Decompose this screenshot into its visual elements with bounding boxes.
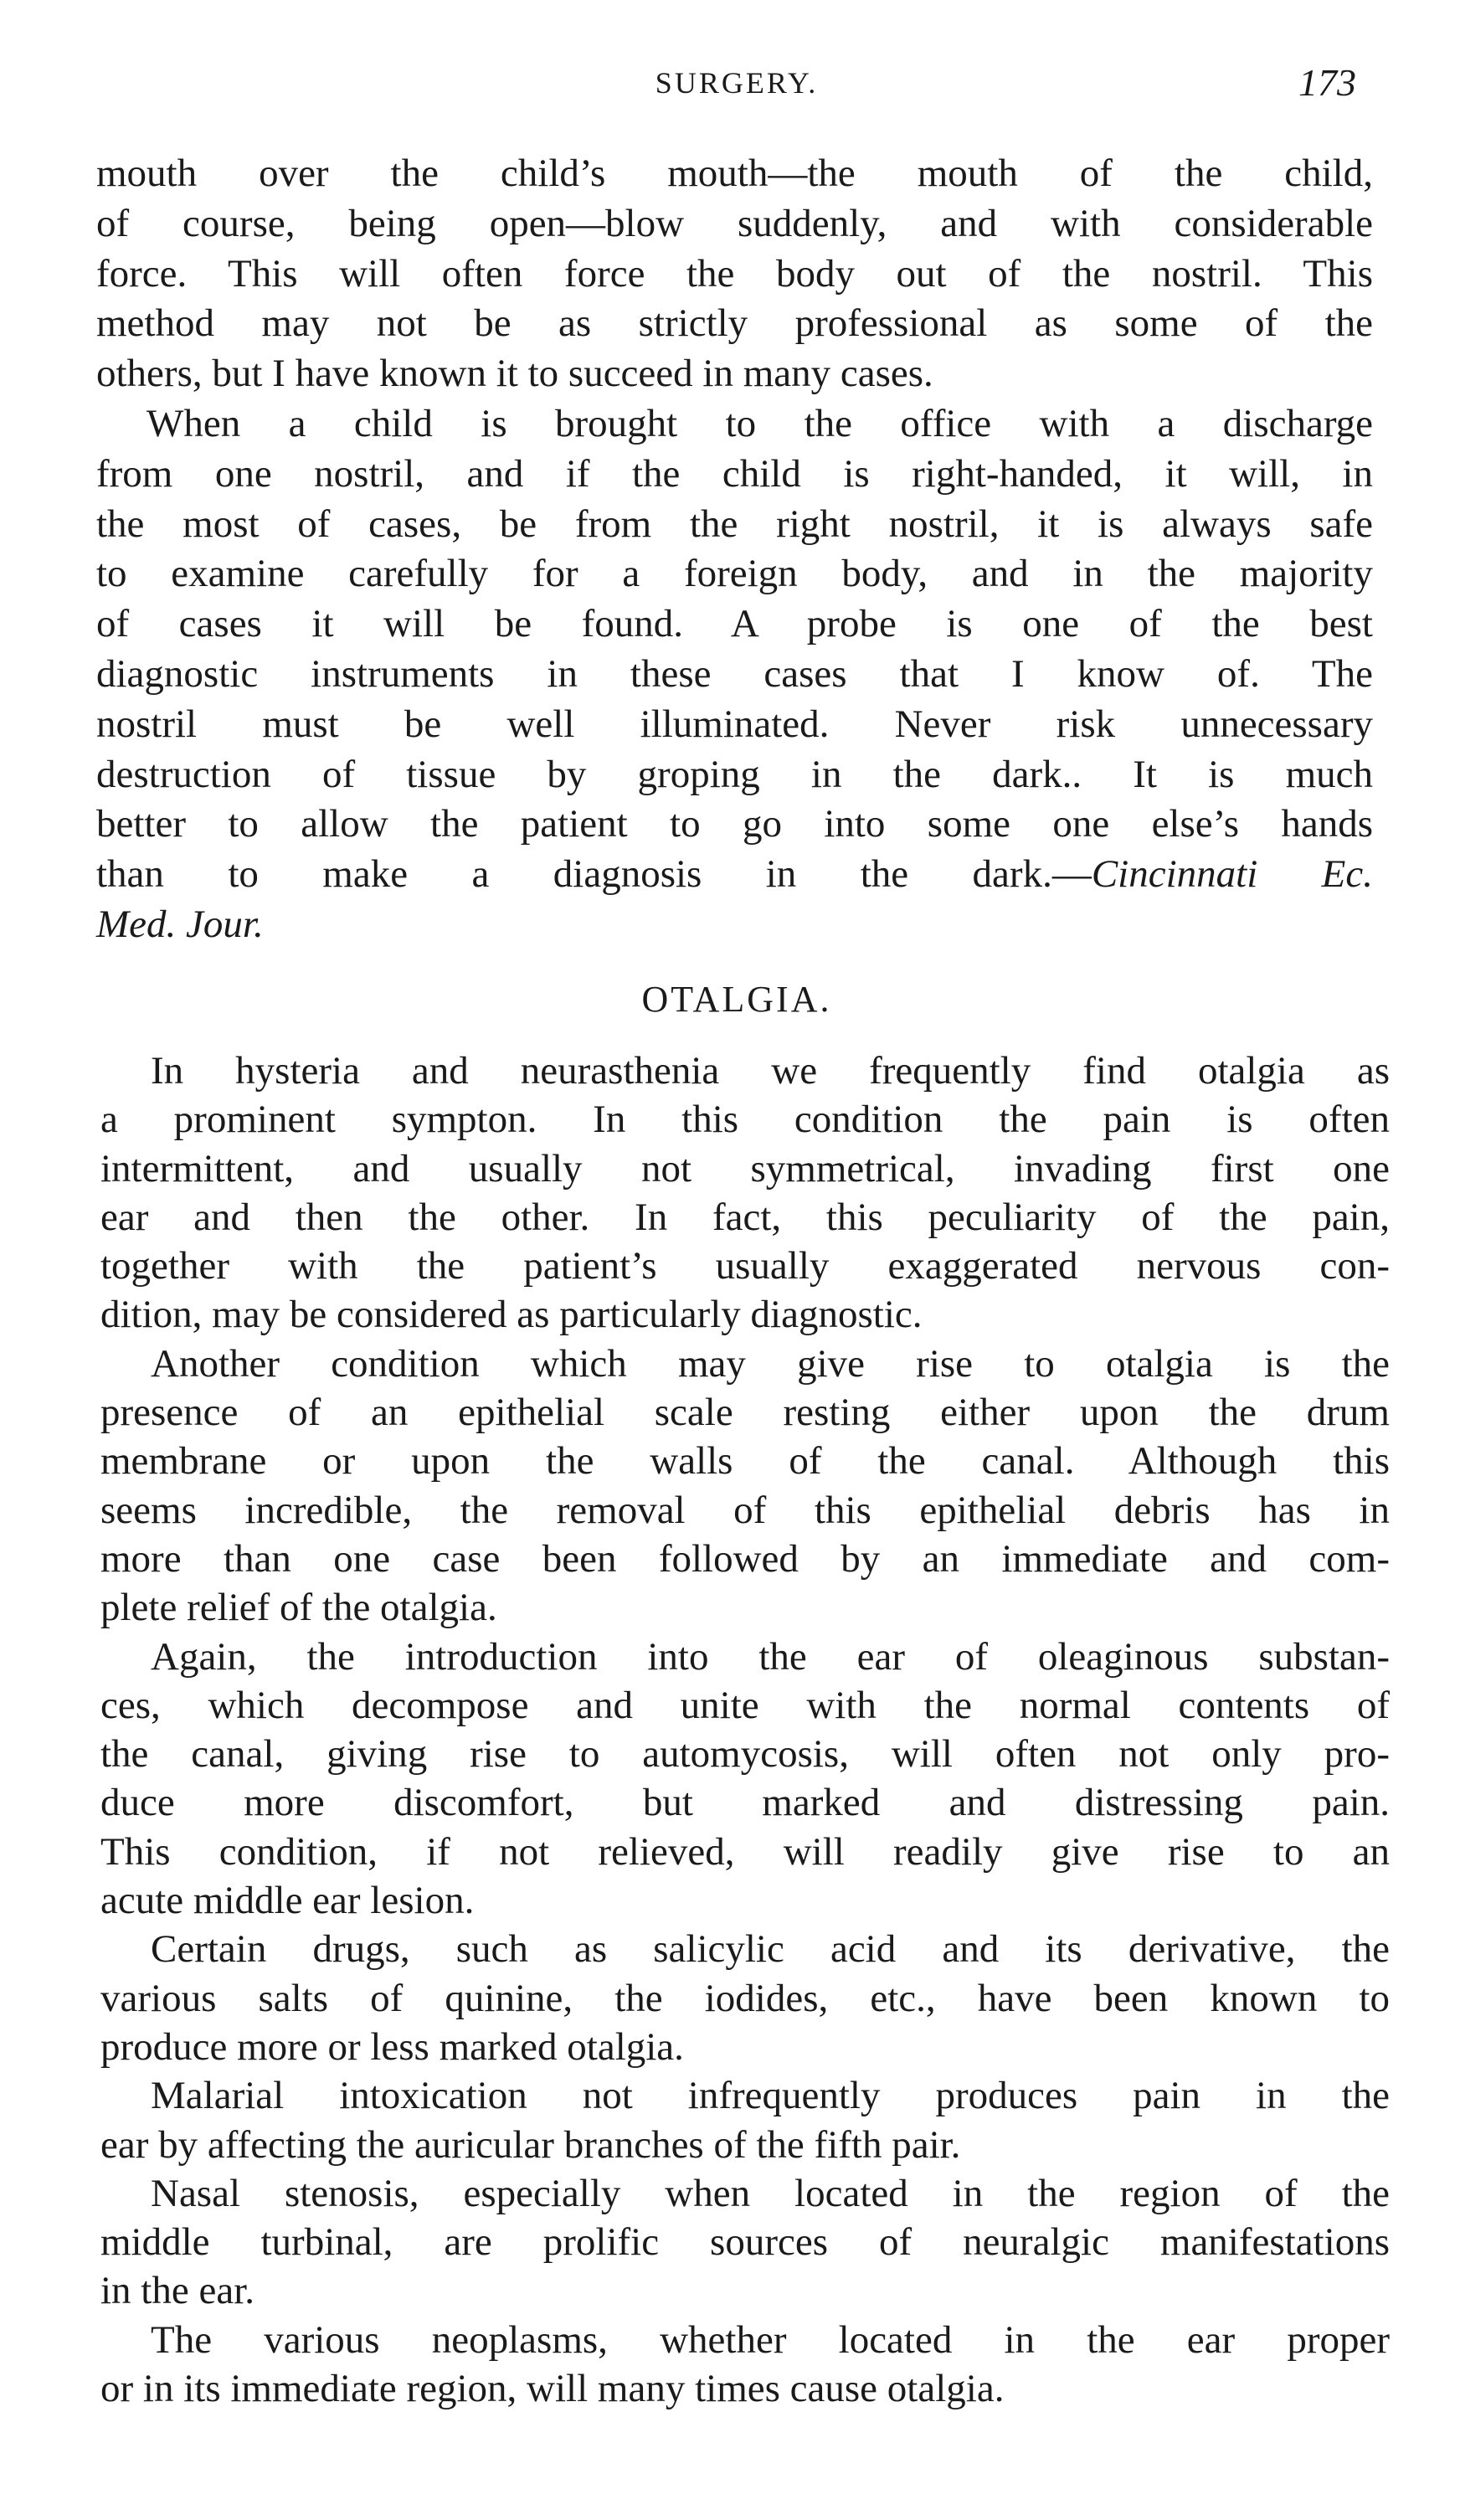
text-line: middle turbinal, are prolific sources of neuralgic manifestations (100, 2220, 1390, 2265)
page-number: 173 (1298, 61, 1356, 104)
text-line: of course, being open—blow suddenly, and with considerable (96, 201, 1373, 245)
text-line: others, but I have known it to succeed in many cases. (96, 352, 933, 396)
citation-source: Cincinnati Ec. (1091, 852, 1374, 897)
text-line: diagnostic instruments in these cases that I know of. The (96, 651, 1373, 696)
text-line: Again, the introduction into the ear of oleaginous substan- (151, 1634, 1390, 1679)
text-line: ces, which decompose and unite with the normal contents of (100, 1683, 1390, 1727)
text-line: plete relief of the otalgia. (100, 1586, 497, 1630)
otalgia-text-block (100, 1047, 1390, 2413)
text-line: method may not be as strictly professional as some of the (96, 301, 1373, 346)
text-line: or in its immediate region, will many times cause otalgia. (100, 2367, 1005, 2411)
text-line: Certain drugs, such as salicylic acid and its derivative, the (151, 1927, 1390, 1972)
text-line (96, 850, 1373, 900)
text-line: better to allow the patient to go into some one else’s hands (96, 802, 1373, 846)
text-line: membrane or upon the walls of the canal. Although this (100, 1439, 1390, 1484)
text-line: more than one case been followed by an immediate and com- (100, 1536, 1390, 1581)
text-line: seems incredible, the removal of this epithelial debris has in (100, 1488, 1390, 1532)
text-line: ear and then the other. In fact, this peculiarity of the pain, (100, 1195, 1390, 1239)
text-line: Another condition which may give rise to otalgia is the (151, 1341, 1390, 1386)
text-line: Nasal stenosis, especially when located in the region of the (151, 2171, 1390, 2215)
text-line: of cases it will be found. A probe is one of the best (96, 602, 1373, 646)
line-text: than to make a diagnosis in the dark.— (96, 852, 1092, 897)
text-line: produce more or less marked otalgia. (100, 2024, 684, 2069)
text-line: intermittent, and usually not symmetrical, invading first one (100, 1146, 1390, 1191)
text-line: The various neoplasms, whether located in the ear proper (151, 2317, 1390, 2362)
text-line: destruction of tissue by groping in the dark.. It is much (96, 752, 1373, 796)
text-line: duce more discomfort, but marked and distressing pain. (100, 1781, 1390, 1825)
text-line: a prominent sympton. In this condition the pain is often (100, 1098, 1390, 1142)
upper-text-block (96, 149, 1373, 950)
text-line: the canal, giving rise to automycosis, will often not only pro- (100, 1732, 1390, 1777)
citation-source-end: Med. Jour. (96, 902, 264, 946)
text-line: dition, may be considered as particularly diagnostic. (100, 1293, 923, 1337)
text-line: force. This will often force the body out of the nostril. This (96, 251, 1373, 296)
running-head (92, 60, 1381, 119)
text-line: the most of cases, be from the right nostril, it is always safe (96, 501, 1373, 546)
text-line: mouth over the child’s mouth—the mouth of the child, (96, 152, 1373, 195)
running-title: SURGERY. (655, 66, 819, 100)
text-line: When a child is brought to the office with a discharge (147, 401, 1373, 445)
text-line: ear by affecting the auricular branches of the fifth pair. (100, 2122, 961, 2167)
text-line: from one nostril, and if the child is right-handed, it will, in (96, 451, 1373, 496)
text-line: together with the patient’s usually exaggerated nervous con- (100, 1244, 1390, 1288)
text-line: This condition, if not relieved, will readily give rise to an (100, 1829, 1390, 1874)
section-heading: OTALGIA. (641, 979, 832, 1020)
text-line: nostril must be well illuminated. Never risk unnecessary (96, 702, 1373, 746)
text-line: various salts of quinine, the iodides, etc., have been known to (100, 1976, 1390, 2020)
text-line: in the ear. (100, 2269, 255, 2313)
text-line: In hysteria and neurasthenia we frequently find otalgia as (151, 1049, 1390, 1093)
text-line: Malarial intoxication not infrequently produces pain in the (151, 2074, 1390, 2118)
text-line: acute middle ear lesion. (100, 1879, 475, 1923)
text-line: to examine carefully for a foreign body, and in the majority (96, 552, 1373, 596)
text-line: presence of an epithelial scale resting either upon the drum (100, 1391, 1390, 1435)
